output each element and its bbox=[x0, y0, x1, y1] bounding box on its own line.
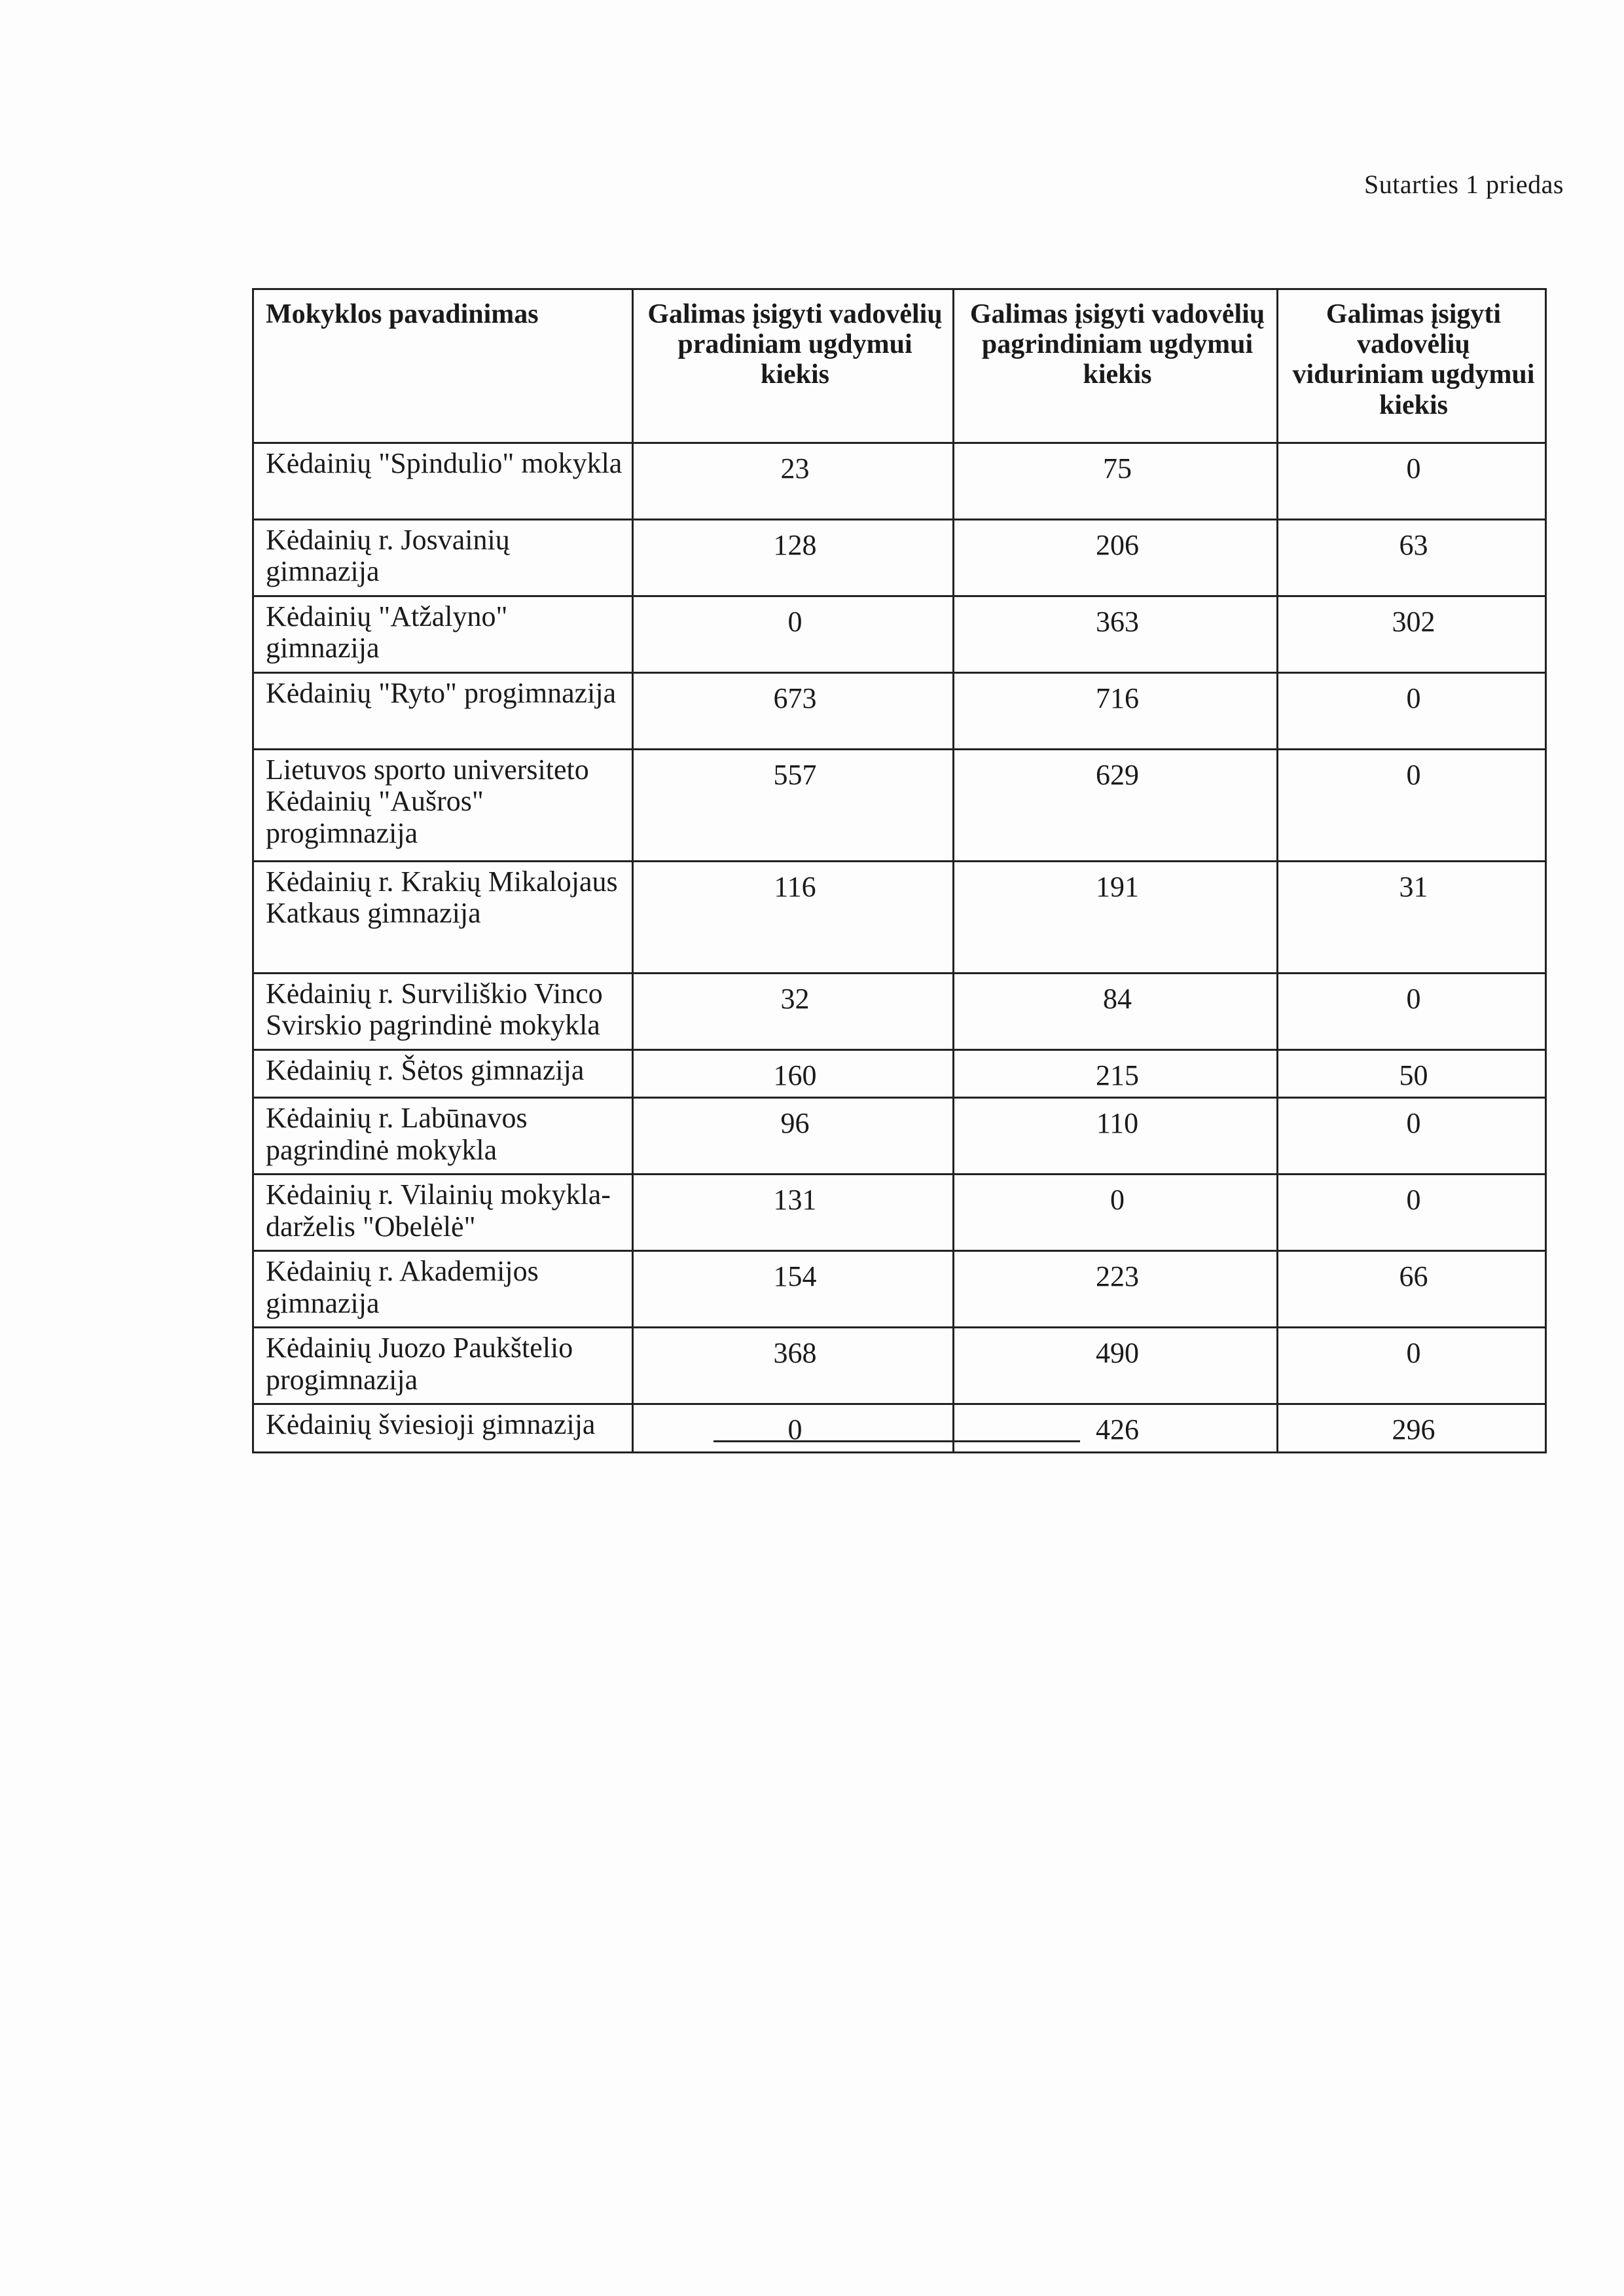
secondary-qty-cell: 31 bbox=[1278, 862, 1546, 974]
table-row bbox=[253, 1098, 1546, 1175]
secondary-qty-cell: 0 bbox=[1278, 1175, 1546, 1251]
basic-qty-cell: 110 bbox=[954, 1098, 1278, 1175]
secondary-qty-cell: 296 bbox=[1278, 1404, 1546, 1452]
primary-qty-cell: 131 bbox=[633, 1175, 954, 1251]
table-row bbox=[253, 1251, 1546, 1328]
table-row bbox=[253, 750, 1546, 862]
secondary-qty-cell: 50 bbox=[1278, 1050, 1546, 1098]
primary-qty-cell: 128 bbox=[633, 520, 954, 596]
primary-qty-cell: 0 bbox=[633, 596, 954, 673]
basic-qty-cell: 191 bbox=[954, 862, 1278, 974]
basic-qty-cell: 75 bbox=[954, 443, 1278, 520]
school-name-cell: Kėdainių "Atžalyno" gimnazija bbox=[253, 596, 633, 673]
table-row bbox=[253, 1328, 1546, 1404]
annex-label: Sutarties 1 priedas bbox=[1364, 170, 1564, 199]
secondary-qty-cell: 66 bbox=[1278, 1251, 1546, 1328]
school-name-cell: Kėdainių r. Surviliškio Vinco Svirskio pagrindinė mokykla bbox=[253, 974, 633, 1050]
secondary-qty-cell: 0 bbox=[1278, 673, 1546, 750]
primary-qty-cell: 154 bbox=[633, 1251, 954, 1328]
primary-qty-cell: 32 bbox=[633, 974, 954, 1050]
basic-qty-cell: 490 bbox=[954, 1328, 1278, 1404]
primary-qty-cell: 0 bbox=[633, 1404, 954, 1452]
primary-qty-cell: 673 bbox=[633, 673, 954, 750]
school-name-cell: Kėdainių r. Labūnavos pagrindinė mokykla bbox=[253, 1098, 633, 1175]
school-name-cell: Kėdainių Juozo Paukštelio progimnazija bbox=[253, 1328, 633, 1404]
closing-rule bbox=[713, 1440, 1080, 1442]
basic-qty-cell: 223 bbox=[954, 1251, 1278, 1328]
school-name-cell: Kėdainių r. Vilainių mokykla-darželis "Obelėlė" bbox=[253, 1175, 633, 1251]
primary-qty-cell: 96 bbox=[633, 1098, 954, 1175]
basic-qty-cell: 215 bbox=[954, 1050, 1278, 1098]
basic-qty-cell: 363 bbox=[954, 596, 1278, 673]
primary-qty-cell: 116 bbox=[633, 862, 954, 974]
secondary-qty-cell: 0 bbox=[1278, 1098, 1546, 1175]
table-row bbox=[253, 1050, 1546, 1098]
school-name-cell: Kėdainių r. Šėtos gimnazija bbox=[253, 1050, 633, 1098]
basic-qty-cell: 0 bbox=[954, 1175, 1278, 1251]
table-header-row bbox=[253, 289, 1546, 443]
table-row bbox=[253, 673, 1546, 750]
school-name-cell: Kėdainių "Spindulio" mokykla bbox=[253, 443, 633, 520]
primary-qty-cell: 23 bbox=[633, 443, 954, 520]
basic-qty-cell: 716 bbox=[954, 673, 1278, 750]
primary-qty-cell: 557 bbox=[633, 750, 954, 862]
table-row bbox=[253, 974, 1546, 1050]
primary-qty-cell: 368 bbox=[633, 1328, 954, 1404]
secondary-qty-cell: 0 bbox=[1278, 974, 1546, 1050]
header-school-name: Mokyklos pavadinimas bbox=[253, 289, 633, 443]
basic-qty-cell: 206 bbox=[954, 520, 1278, 596]
table-row bbox=[253, 443, 1546, 520]
school-name-cell: Lietuvos sporto universiteto Kėdainių "Aušros" progimnazija bbox=[253, 750, 633, 862]
primary-qty-cell: 160 bbox=[633, 1050, 954, 1098]
header-basic-qty: Galimas įsigyti vadovėlių pagrindiniam ugdymui kiekis bbox=[954, 289, 1278, 443]
secondary-qty-cell: 0 bbox=[1278, 750, 1546, 862]
table-row bbox=[253, 1175, 1546, 1251]
school-name-cell: Kėdainių r. Krakių Mikalojaus Katkaus gimnazija bbox=[253, 862, 633, 974]
school-name-cell: Kėdainių "Ryto" progimnazija bbox=[253, 673, 633, 750]
basic-qty-cell: 84 bbox=[954, 974, 1278, 1050]
basic-qty-cell: 426 bbox=[954, 1404, 1278, 1452]
secondary-qty-cell: 0 bbox=[1278, 443, 1546, 520]
table-row bbox=[253, 520, 1546, 596]
table-row bbox=[253, 862, 1546, 974]
secondary-qty-cell: 302 bbox=[1278, 596, 1546, 673]
header-secondary-qty: Galimas įsigyti vadovėlių viduriniam ugdymui kiekis bbox=[1278, 289, 1546, 443]
header-primary-qty: Galimas įsigyti vadovėlių pradiniam ugdymui kiekis bbox=[633, 289, 954, 443]
secondary-qty-cell: 0 bbox=[1278, 1328, 1546, 1404]
school-name-cell: Kėdainių šviesioji gimnazija bbox=[253, 1404, 633, 1452]
school-name-cell: Kėdainių r. Josvainių gimnazija bbox=[253, 520, 633, 596]
table-row bbox=[253, 596, 1546, 673]
school-name-cell: Kėdainių r. Akademijos gimnazija bbox=[253, 1251, 633, 1328]
secondary-qty-cell: 63 bbox=[1278, 520, 1546, 596]
table-row bbox=[253, 1404, 1546, 1452]
basic-qty-cell: 629 bbox=[954, 750, 1278, 862]
textbook-quantity-table bbox=[252, 288, 1547, 1453]
